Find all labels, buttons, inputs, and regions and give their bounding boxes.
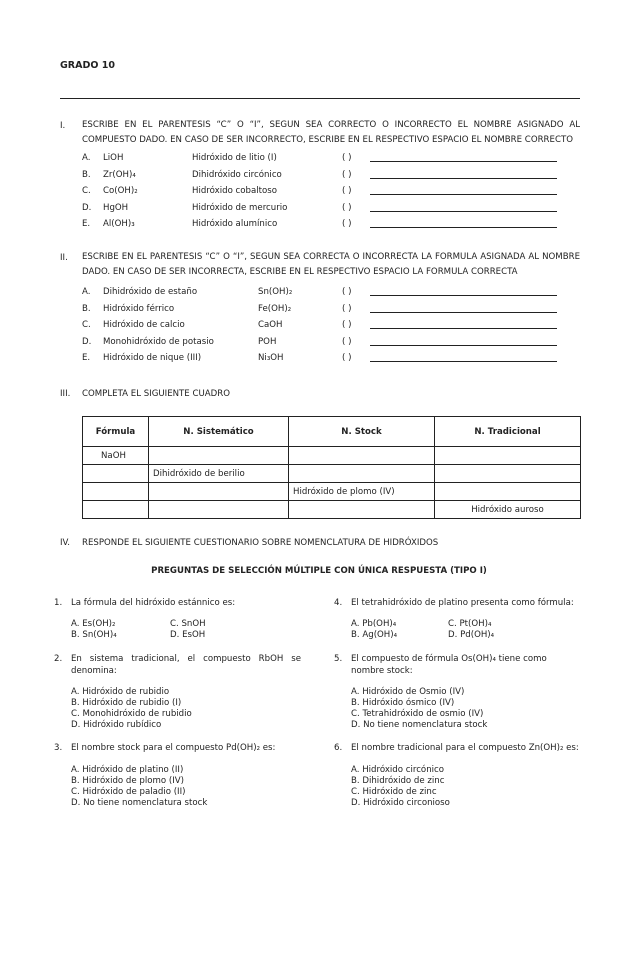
question-6-text: El nombre tradicional para el compuesto Zn(OH)₂ es: bbox=[351, 743, 579, 753]
item-letter: A. bbox=[82, 153, 91, 163]
header-sistematico: N. Sistemático bbox=[149, 417, 289, 447]
sec1-row bbox=[0, 185, 638, 197]
answer-parentheses[interactable]: ( ) bbox=[342, 287, 352, 297]
multiple-choice-title: PREGUNTAS DE SELECCIÓN MÚLTIPLE CON ÚNICA RESPUESTA (TIPO I) bbox=[151, 566, 487, 576]
question-2-option[interactable]: D. Hidróxido rubídico bbox=[71, 720, 162, 730]
answer-line[interactable] bbox=[370, 185, 557, 195]
answer-line[interactable] bbox=[370, 336, 557, 346]
section-4-number: IV. bbox=[60, 538, 71, 548]
question-1-text: La fórmula del hidróxido estánnico es: bbox=[71, 598, 236, 608]
title-divider bbox=[60, 98, 580, 99]
section-3-instructions: COMPLETA EL SIGUIENTE CUADRO bbox=[82, 389, 230, 399]
question-5-number: 5. bbox=[334, 654, 343, 664]
question-5-text: El compuesto de fórmula Os(OH)₄ tiene como nombre stock: bbox=[351, 654, 547, 676]
compound-name: Hidróxido de litio (I) bbox=[192, 153, 277, 163]
question-1-number: 1. bbox=[54, 598, 63, 608]
table-cell[interactable] bbox=[83, 465, 149, 483]
table-cell[interactable] bbox=[149, 447, 289, 465]
section-1-instructions: ESCRIBE EN EL PARENTESIS “C” O “I”, SEGUN SEA CORRECTO O INCORRECTO EL NOMBRE ASIGNADO AL COMPUESTO DADO. EN CASO DE SER INCORRECTO, ESCRIBE EN EL RESPECTIVO ESPACIO EL NOMBRE CORRECTO bbox=[82, 120, 580, 145]
compound-formula: Al(OH)₃ bbox=[103, 219, 135, 229]
question-4-option[interactable]: D. Pd(OH)₄ bbox=[448, 630, 495, 640]
question-3-option[interactable]: D. No tiene nomenclatura stock bbox=[71, 798, 208, 808]
answer-parentheses[interactable]: ( ) bbox=[342, 169, 352, 180]
item-letter: A. bbox=[82, 287, 91, 297]
question-4-option[interactable]: A. Pb(OH)₄ bbox=[351, 619, 397, 629]
sec1-row bbox=[0, 202, 638, 214]
table-row bbox=[83, 501, 581, 519]
compound-name: Hidróxido alumínico bbox=[192, 219, 278, 229]
table-cell[interactable] bbox=[435, 483, 581, 501]
item-letter: C. bbox=[82, 320, 91, 330]
table-cell[interactable] bbox=[289, 447, 435, 465]
question-2-text: En sistema tradicional, el compuesto RbOH se denomina: bbox=[71, 654, 301, 676]
question-4-number: 4. bbox=[334, 598, 343, 608]
compound-formula: HgOH bbox=[103, 202, 129, 213]
sec1-row bbox=[0, 218, 638, 230]
question-1-option[interactable]: C. SnOH bbox=[170, 619, 206, 629]
question-2-option[interactable]: C. Monohidróxido de rubidio bbox=[71, 709, 192, 719]
header-formula: Fórmula bbox=[83, 417, 149, 447]
section-2-instructions: ESCRIBE EN EL PARENTESIS “C” O “I”, SEGUN SEA CORRECTA O INCORRECTA LA FORMULA ASIGNADA AL NOMBRE DADO. EN CASO DE SER INCORRECTA, ESCRIBE EN EL RESPECTIVO ESPACIO LA FORMULA CORRECTA bbox=[82, 252, 580, 277]
table-cell[interactable] bbox=[83, 501, 149, 519]
compound-name: Hidróxido de nique (III) bbox=[103, 353, 202, 363]
answer-parentheses[interactable]: ( ) bbox=[342, 353, 352, 363]
table-cell[interactable] bbox=[83, 483, 149, 501]
question-4-option[interactable]: C. Pt(OH)₄ bbox=[448, 619, 492, 629]
answer-parentheses[interactable]: ( ) bbox=[342, 336, 352, 347]
question-2-number: 2. bbox=[54, 654, 63, 664]
compound-formula: POH bbox=[258, 336, 277, 347]
compound-formula: Sn(OH)₂ bbox=[258, 287, 293, 297]
page-title: GRADO 10 bbox=[60, 60, 115, 71]
section-2-number: II. bbox=[60, 253, 68, 263]
table-cell: Dihidróxido de berilio bbox=[149, 465, 289, 483]
question-2-option[interactable]: B. Hidróxido de rubidio (I) bbox=[71, 698, 182, 708]
compound-formula: Fe(OH)₂ bbox=[258, 303, 292, 314]
question-3-option[interactable]: A. Hidróxido de platino (II) bbox=[71, 765, 184, 775]
table-cell[interactable] bbox=[289, 501, 435, 519]
question-2-option[interactable]: A. Hidróxido de rubidio bbox=[71, 687, 170, 697]
question-3-option[interactable]: B. Hidróxido de plomo (IV) bbox=[71, 776, 184, 786]
question-5-option[interactable]: D. No tiene nomenclatura stock bbox=[351, 720, 488, 730]
table-cell[interactable] bbox=[289, 465, 435, 483]
item-letter: D. bbox=[82, 202, 92, 213]
header-stock: N. Stock bbox=[289, 417, 435, 447]
question-1-option[interactable]: D. EsOH bbox=[170, 630, 206, 640]
question-6-option[interactable]: B. Dihidróxido de zinc bbox=[351, 776, 445, 786]
question-6-option[interactable]: C. Hidróxido de zinc bbox=[351, 787, 437, 797]
question-1-option[interactable]: A. Es(OH)₂ bbox=[71, 619, 116, 629]
question-4-option[interactable]: B. Ag(OH)₄ bbox=[351, 630, 398, 640]
answer-line[interactable] bbox=[370, 303, 557, 313]
answer-parentheses[interactable]: ( ) bbox=[342, 153, 352, 163]
answer-parentheses[interactable]: ( ) bbox=[342, 186, 352, 196]
answer-line[interactable] bbox=[370, 152, 557, 162]
table-row bbox=[83, 483, 581, 501]
answer-parentheses[interactable]: ( ) bbox=[342, 202, 352, 213]
question-3-number: 3. bbox=[54, 743, 63, 753]
section-4-instructions: RESPONDE EL SIGUIENTE CUESTIONARIO SOBRE NOMENCLATURA DE HIDRÓXIDOS bbox=[82, 538, 439, 548]
answer-parentheses[interactable]: ( ) bbox=[342, 320, 352, 330]
sec1-row bbox=[0, 152, 638, 164]
item-letter: C. bbox=[82, 186, 91, 196]
item-letter: B. bbox=[82, 169, 91, 180]
compound-formula: CaOH bbox=[258, 320, 283, 330]
question-6-number: 6. bbox=[334, 743, 343, 753]
table-row bbox=[83, 447, 581, 465]
question-5-option[interactable]: A. Hidróxido de Osmio (IV) bbox=[351, 687, 465, 697]
compound-name: Monohidróxido de potasio bbox=[103, 336, 214, 347]
answer-parentheses[interactable]: ( ) bbox=[342, 303, 352, 314]
item-letter: D. bbox=[82, 336, 92, 347]
sec2-row bbox=[0, 303, 638, 315]
compound-formula: Ni₃OH bbox=[258, 353, 284, 363]
answer-parentheses[interactable]: ( ) bbox=[342, 219, 352, 229]
answer-line[interactable] bbox=[370, 169, 557, 179]
compound-formula: Co(OH)₂ bbox=[103, 186, 138, 196]
question-1-option[interactable]: B. Sn(OH)₄ bbox=[71, 630, 117, 640]
header-tradicional: N. Tradicional bbox=[435, 417, 581, 447]
table-cell[interactable] bbox=[435, 447, 581, 465]
table-cell[interactable] bbox=[435, 465, 581, 483]
compound-formula: LiOH bbox=[103, 153, 124, 163]
sec2-row bbox=[0, 352, 638, 364]
table-cell: Hidróxido de plomo (IV) bbox=[289, 483, 435, 501]
compound-formula: Zr(OH)₄ bbox=[103, 169, 136, 180]
table-cell[interactable] bbox=[149, 483, 289, 501]
question-3-text: El nombre stock para el compuesto Pd(OH)₂ es: bbox=[71, 743, 276, 753]
table-cell: Hidróxido auroso bbox=[435, 501, 581, 519]
question-3-option[interactable]: C. Hidróxido de paladio (II) bbox=[71, 787, 186, 797]
sec2-row bbox=[0, 286, 638, 298]
compound-name: Hidróxido de mercurio bbox=[192, 202, 288, 213]
answer-line[interactable] bbox=[370, 202, 557, 212]
compound-name: Dihidróxido de estaño bbox=[103, 287, 198, 297]
item-letter: B. bbox=[82, 303, 91, 314]
table-cell: NaOH bbox=[83, 447, 149, 465]
compound-name: Hidróxido férrico bbox=[103, 303, 175, 314]
sec2-row bbox=[0, 336, 638, 348]
item-letter: E. bbox=[82, 219, 91, 229]
question-5-option[interactable]: C. Tetrahidróxido de osmio (IV) bbox=[351, 709, 484, 719]
question-6-option[interactable]: A. Hidróxido circónico bbox=[351, 765, 445, 775]
question-6-option[interactable]: D. Hidróxido circonioso bbox=[351, 798, 450, 808]
nomenclature-table bbox=[82, 416, 581, 519]
question-4-text: El tetrahidróxido de platino presenta como fórmula: bbox=[351, 598, 574, 608]
sec1-row bbox=[0, 169, 638, 181]
question-5-option[interactable]: B. Hidróxido ósmico (IV) bbox=[351, 698, 455, 708]
answer-line[interactable] bbox=[370, 286, 557, 296]
compound-name: Dihidróxido circónico bbox=[192, 169, 282, 180]
table-row bbox=[83, 465, 581, 483]
section-3-number: III. bbox=[60, 389, 71, 399]
compound-name: Hidróxido cobaltoso bbox=[192, 186, 278, 196]
answer-line[interactable] bbox=[370, 319, 557, 329]
section-1-number: I. bbox=[60, 121, 66, 131]
compound-name: Hidróxido de calcio bbox=[103, 320, 185, 330]
answer-line[interactable] bbox=[370, 218, 557, 228]
table-cell[interactable] bbox=[149, 501, 289, 519]
item-letter: E. bbox=[82, 353, 91, 363]
answer-line[interactable] bbox=[370, 352, 557, 362]
sec2-row bbox=[0, 319, 638, 331]
